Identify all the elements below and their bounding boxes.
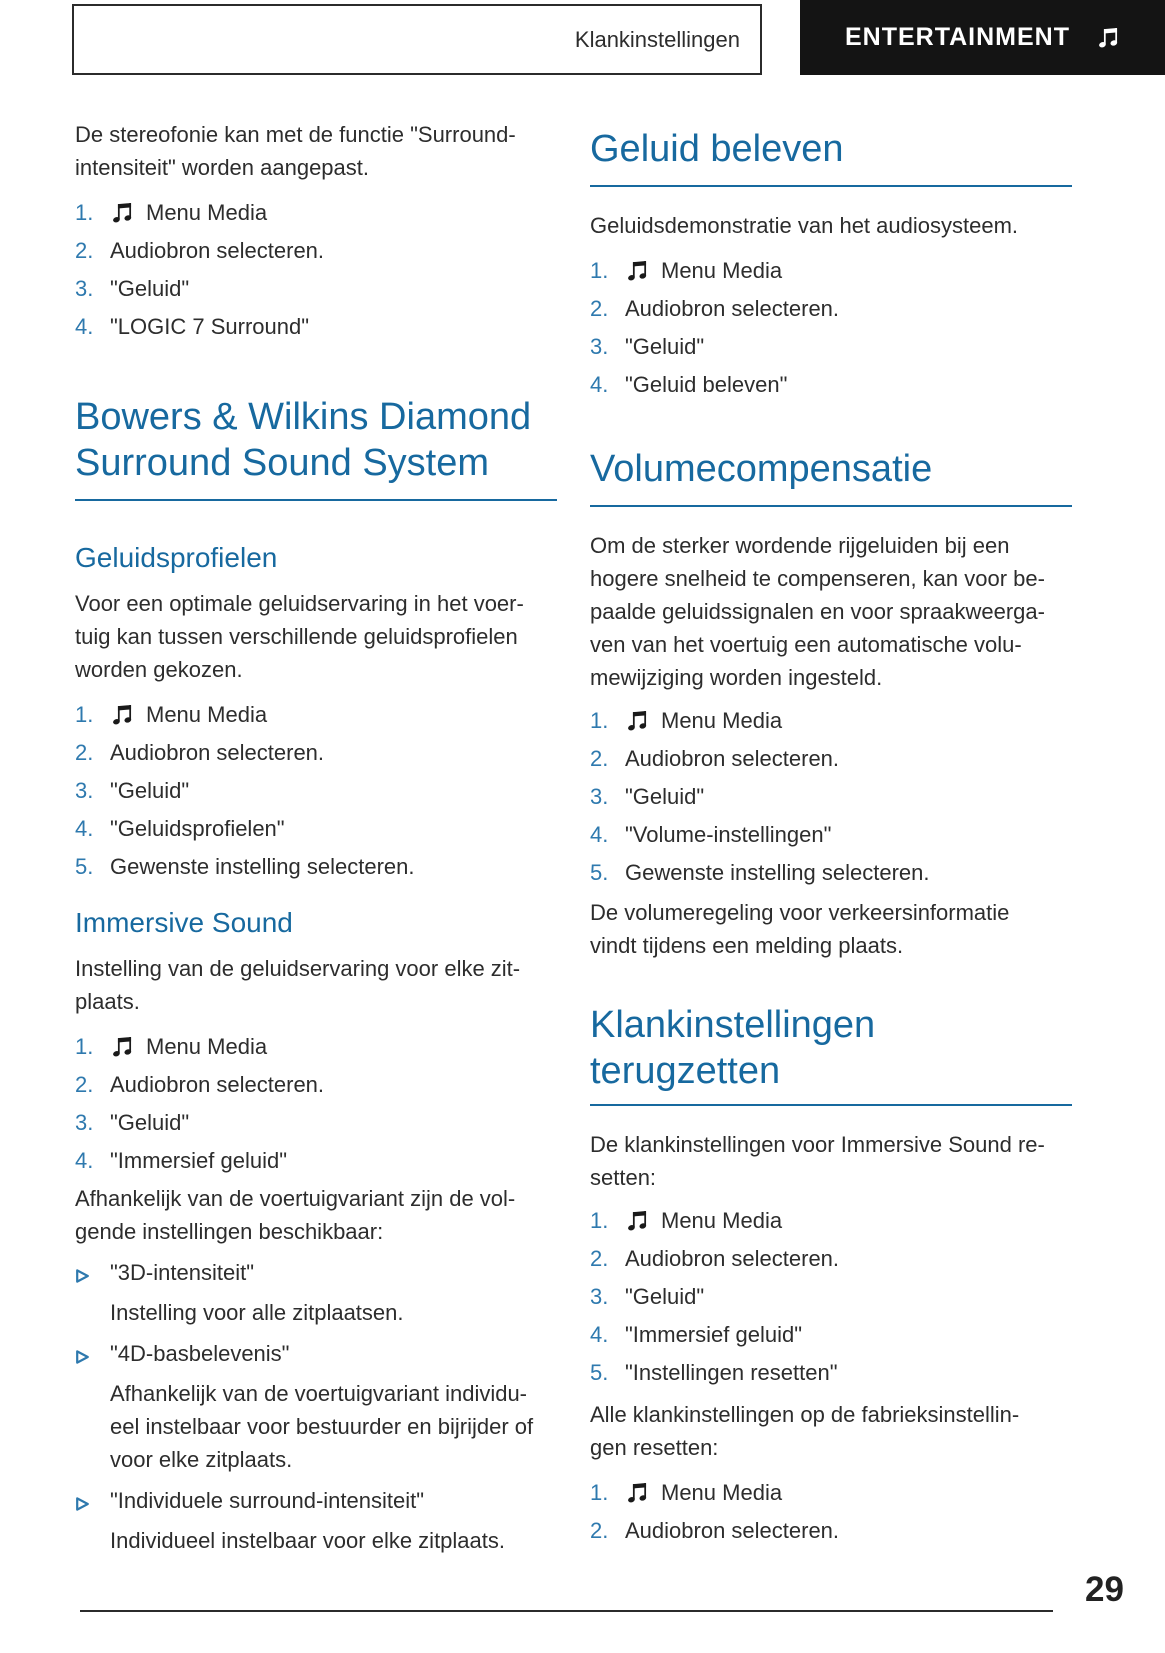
step-number: 2. <box>75 238 94 263</box>
text-line: setten: <box>590 1165 657 1190</box>
text-line: gende instellingen beschikbaar: <box>75 1219 384 1244</box>
footer-divider <box>80 1610 1053 1612</box>
step-item <box>590 1316 1072 1354</box>
step-item <box>75 772 557 810</box>
step-text: Menu Media <box>146 1034 268 1059</box>
step-item <box>75 1104 557 1142</box>
section-heading <box>590 126 1072 172</box>
text-line: Instelling van de geluidservaring voor elke zit- <box>75 956 521 981</box>
step-text: Audiobron selecteren. <box>110 1072 325 1097</box>
step-item <box>590 854 1072 892</box>
step-item <box>75 232 557 270</box>
step-number: 1. <box>75 200 94 225</box>
text-line: hogere snelheid te compenseren, kan voor be- <box>590 566 1045 591</box>
step-number: 1. <box>590 1480 609 1505</box>
step-number: 1. <box>590 258 609 283</box>
step-number: 4. <box>75 314 94 339</box>
step-text: "Geluid" <box>110 1110 190 1135</box>
paragraph <box>590 209 1072 242</box>
step-number: 5. <box>590 860 609 885</box>
triangle-bullet-icon <box>75 1484 110 1518</box>
music-note-icon <box>625 1481 649 1505</box>
step-number: 3. <box>590 1284 609 1309</box>
step-text: Gewenste instelling selecteren. <box>625 860 930 885</box>
step-text: "Geluid" <box>110 778 190 803</box>
text-line: Afhankelijk van de voertuigvariant zijn de vol- <box>75 1186 516 1211</box>
step-number: 2. <box>75 1072 94 1097</box>
step-number: 4. <box>75 1148 94 1173</box>
bullet-desc-line: voor elke zitplaats. <box>110 1447 293 1472</box>
step-text: "Immersief geluid" <box>110 1148 288 1173</box>
step-item <box>590 1202 1072 1240</box>
text-line: Alle klankinstellingen op de fabrieksinstellin- <box>590 1402 1020 1427</box>
bullet-desc-line: eel instelbaar voor bestuurder en bijrijder of <box>110 1414 534 1439</box>
step-item <box>75 1028 557 1066</box>
text-line: vindt tijdens een melding plaats. <box>590 933 904 958</box>
section-heading <box>590 1002 1072 1094</box>
triangle-bullet-icon <box>75 1256 110 1290</box>
step-number: 3. <box>75 778 94 803</box>
bullet-body <box>110 1484 505 1557</box>
step-item <box>75 308 557 346</box>
music-note-icon <box>110 1035 134 1059</box>
step-item <box>75 1066 557 1104</box>
subsection-heading: Geluidsprofielen <box>75 542 278 573</box>
step-item <box>590 252 1072 290</box>
text-line: tuig kan tussen verschillende geluidsprofielen <box>75 624 518 649</box>
step-number: 2. <box>590 746 609 771</box>
step-text: "Instellingen resetten" <box>625 1360 838 1385</box>
step-text: "Geluid" <box>625 784 705 809</box>
triangle-bullet-icon <box>75 1337 110 1371</box>
step-item <box>590 702 1072 740</box>
heading-rule <box>590 505 1072 507</box>
bullet-body <box>110 1256 404 1329</box>
music-note-icon <box>625 1209 649 1233</box>
section-heading <box>75 394 557 486</box>
step-item <box>590 778 1072 816</box>
step-item <box>75 734 557 772</box>
step-item <box>590 1240 1072 1278</box>
step-text: Menu Media <box>661 258 783 283</box>
step-item <box>590 1278 1072 1316</box>
step-item <box>75 810 557 848</box>
right-column <box>590 118 1072 1550</box>
step-item <box>590 740 1072 778</box>
breadcrumb: Klankinstellingen <box>574 26 740 52</box>
bullet-label: "3D-intensiteit" <box>110 1260 255 1285</box>
paragraph <box>75 952 557 1018</box>
numbered-steps <box>590 1474 1072 1550</box>
step-number: 4. <box>75 816 94 841</box>
step-item <box>75 696 557 734</box>
heading-rule <box>590 1104 1072 1106</box>
step-text: Audiobron selecteren. <box>110 238 325 263</box>
step-text: Menu Media <box>146 200 268 225</box>
text-line: intensiteit" worden aangepast. <box>75 155 370 180</box>
paragraph <box>590 1398 1072 1464</box>
step-item <box>75 848 557 886</box>
step-text: Audiobron selecteren. <box>625 1518 840 1543</box>
step-number: 4. <box>590 1322 609 1347</box>
step-item <box>590 328 1072 366</box>
step-number: 3. <box>590 784 609 809</box>
heading-line: terugzetten <box>590 1050 781 1092</box>
music-note-icon <box>625 259 649 283</box>
paragraph <box>590 1128 1072 1194</box>
step-number: 1. <box>75 702 94 727</box>
step-item <box>75 194 557 232</box>
heading-line: Volumecompensatie <box>590 448 933 490</box>
step-text: Audiobron selecteren. <box>625 746 840 771</box>
bullet-item <box>75 1484 557 1557</box>
text-line: mewijziging worden ingesteld. <box>590 665 883 690</box>
heading-rule <box>75 499 557 501</box>
music-note-icon <box>110 201 134 225</box>
text-line: De klankinstellingen voor Immersive Sound re- <box>590 1132 1045 1157</box>
step-number: 3. <box>590 334 609 359</box>
subsection-heading: Immersive Sound <box>75 907 293 938</box>
numbered-steps <box>75 194 557 346</box>
step-number: 3. <box>75 1110 94 1135</box>
step-text: Menu Media <box>661 1480 783 1505</box>
step-text: Gewenste instelling selecteren. <box>110 854 415 879</box>
numbered-steps <box>590 702 1072 892</box>
header-tab-label: ENTERTAINMENT <box>844 23 1071 51</box>
step-number: 5. <box>75 854 94 879</box>
music-note-icon <box>625 709 649 733</box>
step-number: 2. <box>590 296 609 321</box>
step-text: "Volume-instellingen" <box>625 822 832 847</box>
step-text: "LOGIC 7 Surround" <box>110 314 310 339</box>
text-line: worden gekozen. <box>75 657 243 682</box>
step-item <box>590 1512 1072 1550</box>
step-number: 2. <box>75 740 94 765</box>
text-line: De stereofonie kan met de functie "Surround- <box>75 122 516 147</box>
bullet-item <box>75 1337 557 1476</box>
step-item <box>590 1474 1072 1512</box>
step-item <box>75 270 557 308</box>
text-line: Voor een optimale geluidservaring in het voer- <box>75 591 524 616</box>
numbered-steps <box>75 696 557 886</box>
step-number: 5. <box>590 1360 609 1385</box>
text-line: Geluidsdemonstratie van het audiosysteem. <box>590 213 1019 238</box>
heading-line: Klankinstellingen <box>590 1004 876 1046</box>
heading-line: Surround Sound System <box>75 442 490 484</box>
step-number: 1. <box>75 1034 94 1059</box>
paragraph <box>75 118 557 184</box>
text-line: gen resetten: <box>590 1435 719 1460</box>
text-line: ven van het voertuig een automatische volu- <box>590 632 1022 657</box>
step-number: 2. <box>590 1518 609 1543</box>
heading-line: Geluid beleven <box>590 128 844 170</box>
step-number: 4. <box>590 372 609 397</box>
step-text: Audiobron selecteren. <box>625 296 840 321</box>
step-text: "Geluid" <box>625 1284 705 1309</box>
numbered-steps <box>590 252 1072 404</box>
bullet-body <box>110 1337 533 1476</box>
numbered-steps <box>590 1202 1072 1392</box>
step-text: "Geluid beleven" <box>625 372 788 397</box>
step-number: 1. <box>590 1208 609 1233</box>
left-column <box>75 118 557 1557</box>
step-text: "Immersief geluid" <box>625 1322 803 1347</box>
text-line: paalde geluidssignalen en voor spraakweerga- <box>590 599 1045 624</box>
step-item <box>75 1142 557 1180</box>
heading-line: Bowers & Wilkins Diamond <box>75 396 532 438</box>
step-text: "Geluid" <box>110 276 190 301</box>
step-item <box>590 816 1072 854</box>
text-line: plaats. <box>75 989 140 1014</box>
bullet-desc-line: Instelling voor alle zitplaatsen. <box>110 1300 404 1325</box>
bullet-label: "Individuele surround-intensiteit" <box>110 1488 425 1513</box>
step-item <box>590 290 1072 328</box>
paragraph <box>75 587 557 686</box>
section-heading <box>590 446 1072 492</box>
bullet-item <box>75 1256 557 1329</box>
step-number: 4. <box>590 822 609 847</box>
step-item <box>590 366 1072 404</box>
header-tab-entertainment <box>800 0 1165 75</box>
header-breadcrumb-box <box>72 4 762 75</box>
page-number: 29 <box>1085 1570 1124 1609</box>
bullet-desc-line: Afhankelijk van de voertuigvariant individu- <box>110 1381 528 1406</box>
step-text: Audiobron selecteren. <box>625 1246 840 1271</box>
step-text: "Geluid" <box>625 334 705 359</box>
step-text: "Geluidsprofielen" <box>110 816 285 841</box>
text-line: De volumeregeling voor verkeersinformatie <box>590 900 1010 925</box>
step-number: 3. <box>75 276 94 301</box>
paragraph <box>590 529 1072 694</box>
bullet-desc-line: Individueel instelbaar voor elke zitplaats. <box>110 1528 506 1553</box>
bullet-label: "4D-basbelevenis" <box>110 1341 290 1366</box>
step-text: Audiobron selecteren. <box>110 740 325 765</box>
numbered-steps <box>75 1028 557 1180</box>
step-number: 1. <box>590 708 609 733</box>
heading-rule <box>590 185 1072 187</box>
step-text: Menu Media <box>661 708 783 733</box>
paragraph <box>75 1182 557 1248</box>
music-note-icon <box>1096 26 1120 50</box>
step-text: Menu Media <box>661 1208 783 1233</box>
step-text: Menu Media <box>146 702 268 727</box>
music-note-icon <box>110 703 134 727</box>
step-item <box>590 1354 1072 1392</box>
text-line: Om de sterker wordende rijgeluiden bij een <box>590 533 1010 558</box>
paragraph <box>590 896 1072 962</box>
step-number: 2. <box>590 1246 609 1271</box>
